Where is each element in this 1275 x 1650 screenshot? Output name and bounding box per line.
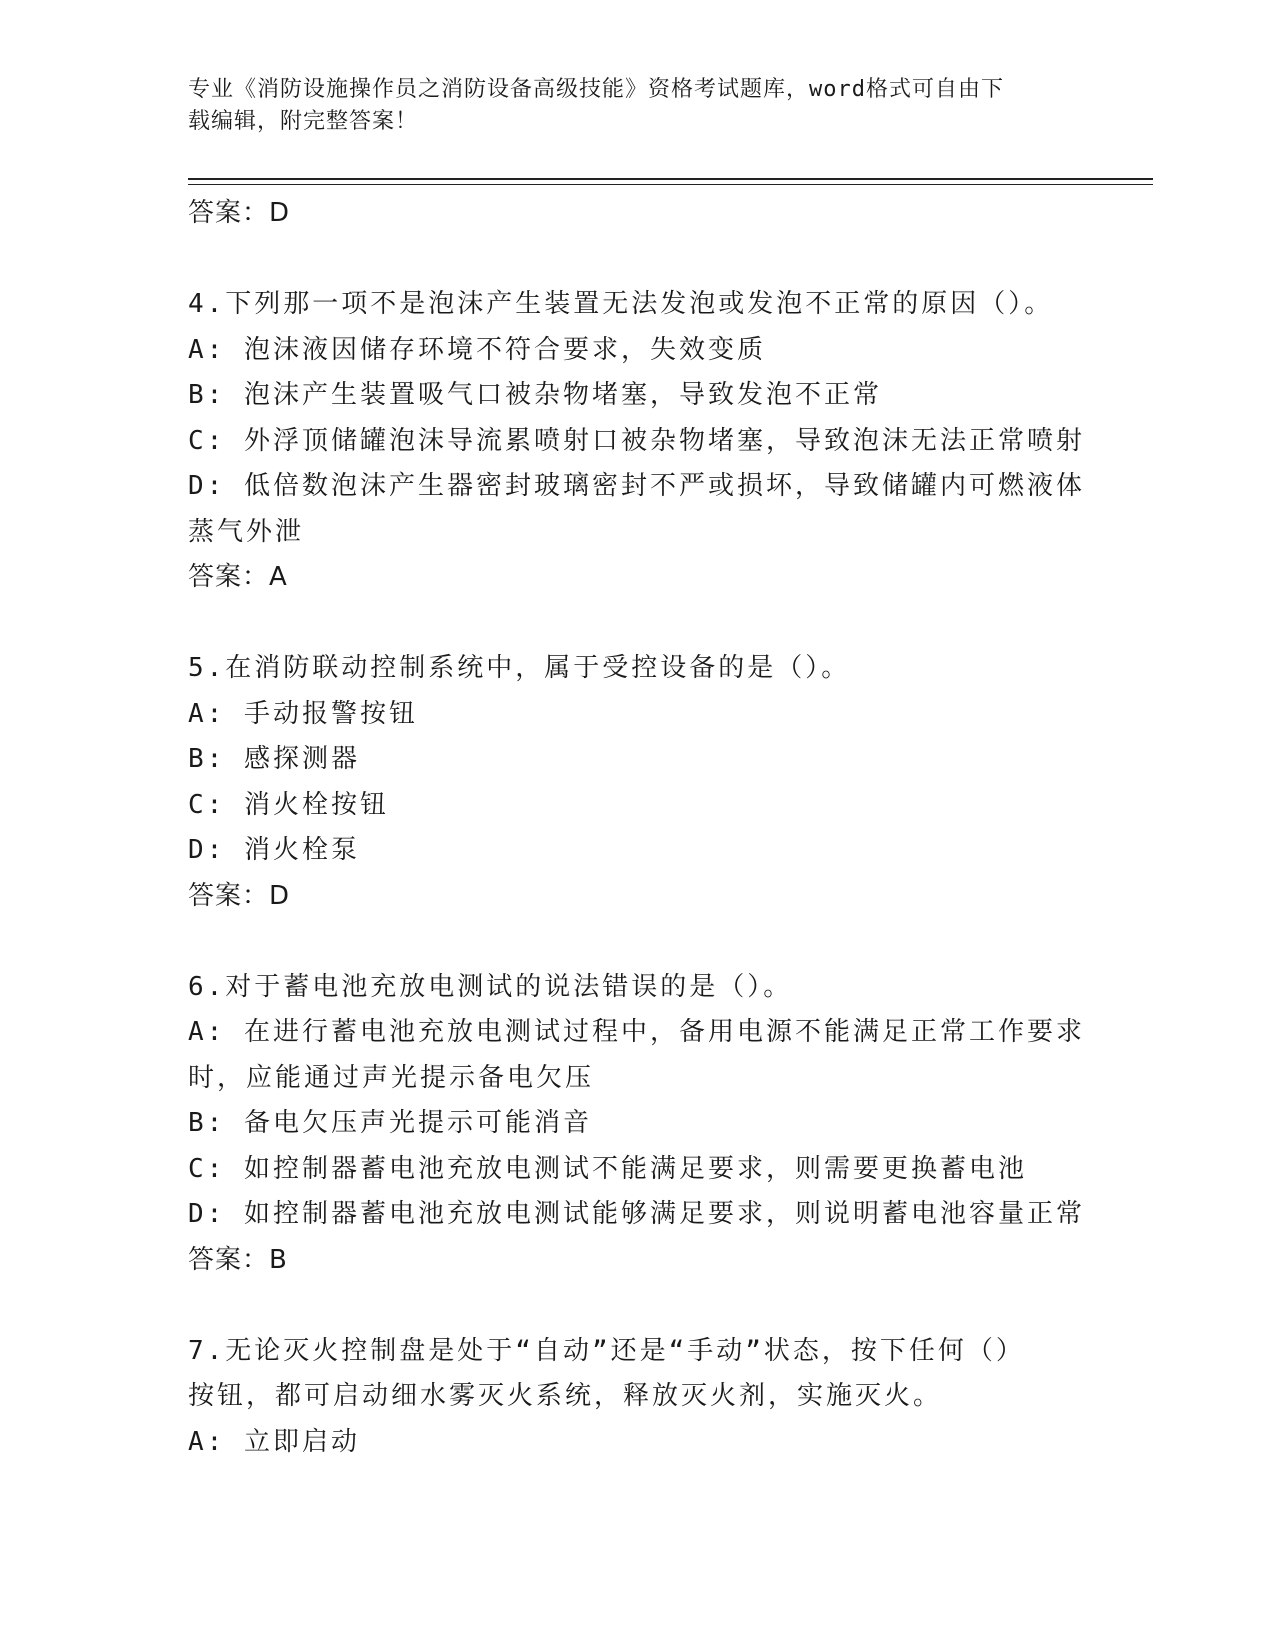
option-c: C: 外浮顶储罐泡沫导流累喷射口被杂物堵塞，导致泡沫无法正常喷射 xyxy=(188,425,1085,456)
question-text-continued: 按钮，都可启动细水雾灭火系统，释放灭火剂，实施灭火。 xyxy=(188,1381,943,1411)
option-d: D: 如控制器蓄电池充放电测试能够满足要求，则说明蓄电池容量正常 xyxy=(188,1199,1085,1229)
option-a: A: 泡沫液因储存环境不符合要求，失效变质 xyxy=(188,334,766,365)
spacer xyxy=(188,1283,1088,1329)
question-6 xyxy=(188,965,1088,1284)
question-7 xyxy=(188,1329,1088,1466)
spacer xyxy=(188,237,1088,283)
spacer xyxy=(188,919,1088,965)
option-a-continued: 时，应能通过声光提示备电欠压 xyxy=(188,1062,595,1093)
question-text: 5.在消防联动控制系统中，属于受控设备的是（）。 xyxy=(188,653,851,683)
answer: 答案：D xyxy=(188,880,291,911)
header-line-2: 载编辑，附完整答案！ xyxy=(188,109,419,134)
question-text: 6.对于蓄电池充放电测试的说法错误的是（）。 xyxy=(188,971,793,1002)
question-4 xyxy=(188,282,1088,601)
answer: 答案：B xyxy=(188,1244,288,1275)
header-rule-thin xyxy=(188,184,1153,185)
option-b: B: 备电欠压声光提示可能消音 xyxy=(188,1108,592,1138)
document-body xyxy=(188,191,1088,1465)
option-d-continued: 蒸气外泄 xyxy=(188,516,305,547)
header-line-1: 专业《消防设施操作员之消防设备高级技能》资格考试题库，word格式可自由下 xyxy=(188,77,1004,102)
option-a: A: 手动报警按钮 xyxy=(188,698,418,729)
option-d: D: 消火栓泵 xyxy=(188,835,360,865)
header-rule-thick xyxy=(188,178,1153,180)
option-b: B: 泡沫产生装置吸气口被杂物堵塞，导致发泡不正常 xyxy=(188,380,882,410)
question-5 xyxy=(188,646,1088,919)
option-c: C: 如控制器蓄电池充放电测试不能满足要求，则需要更换蓄电池 xyxy=(188,1153,1027,1184)
answer: 答案：A xyxy=(188,562,288,592)
question-text: 4.下列那一项不是泡沫产生装置无法发泡或发泡不正常的原因（）。 xyxy=(188,289,1054,319)
option-a: A: 在进行蓄电池充放电测试过程中，备用电源不能满足正常工作要求 xyxy=(188,1017,1085,1047)
question-text: 7.无论灭火控制盘是处于“自动”还是“手动”状态，按下任何（） xyxy=(188,1335,1025,1366)
document-header xyxy=(188,74,1068,138)
option-b: B: 感探测器 xyxy=(188,744,360,774)
spacer xyxy=(188,601,1088,647)
answer-q3: 答案：D xyxy=(188,198,291,228)
option-c: C: 消火栓按钮 xyxy=(188,789,389,820)
option-d: D: 低倍数泡沫产生器密封玻璃密封不严或损坏，导致储罐内可燃液体 xyxy=(188,471,1085,501)
option-a: A: 立即启动 xyxy=(188,1426,360,1457)
